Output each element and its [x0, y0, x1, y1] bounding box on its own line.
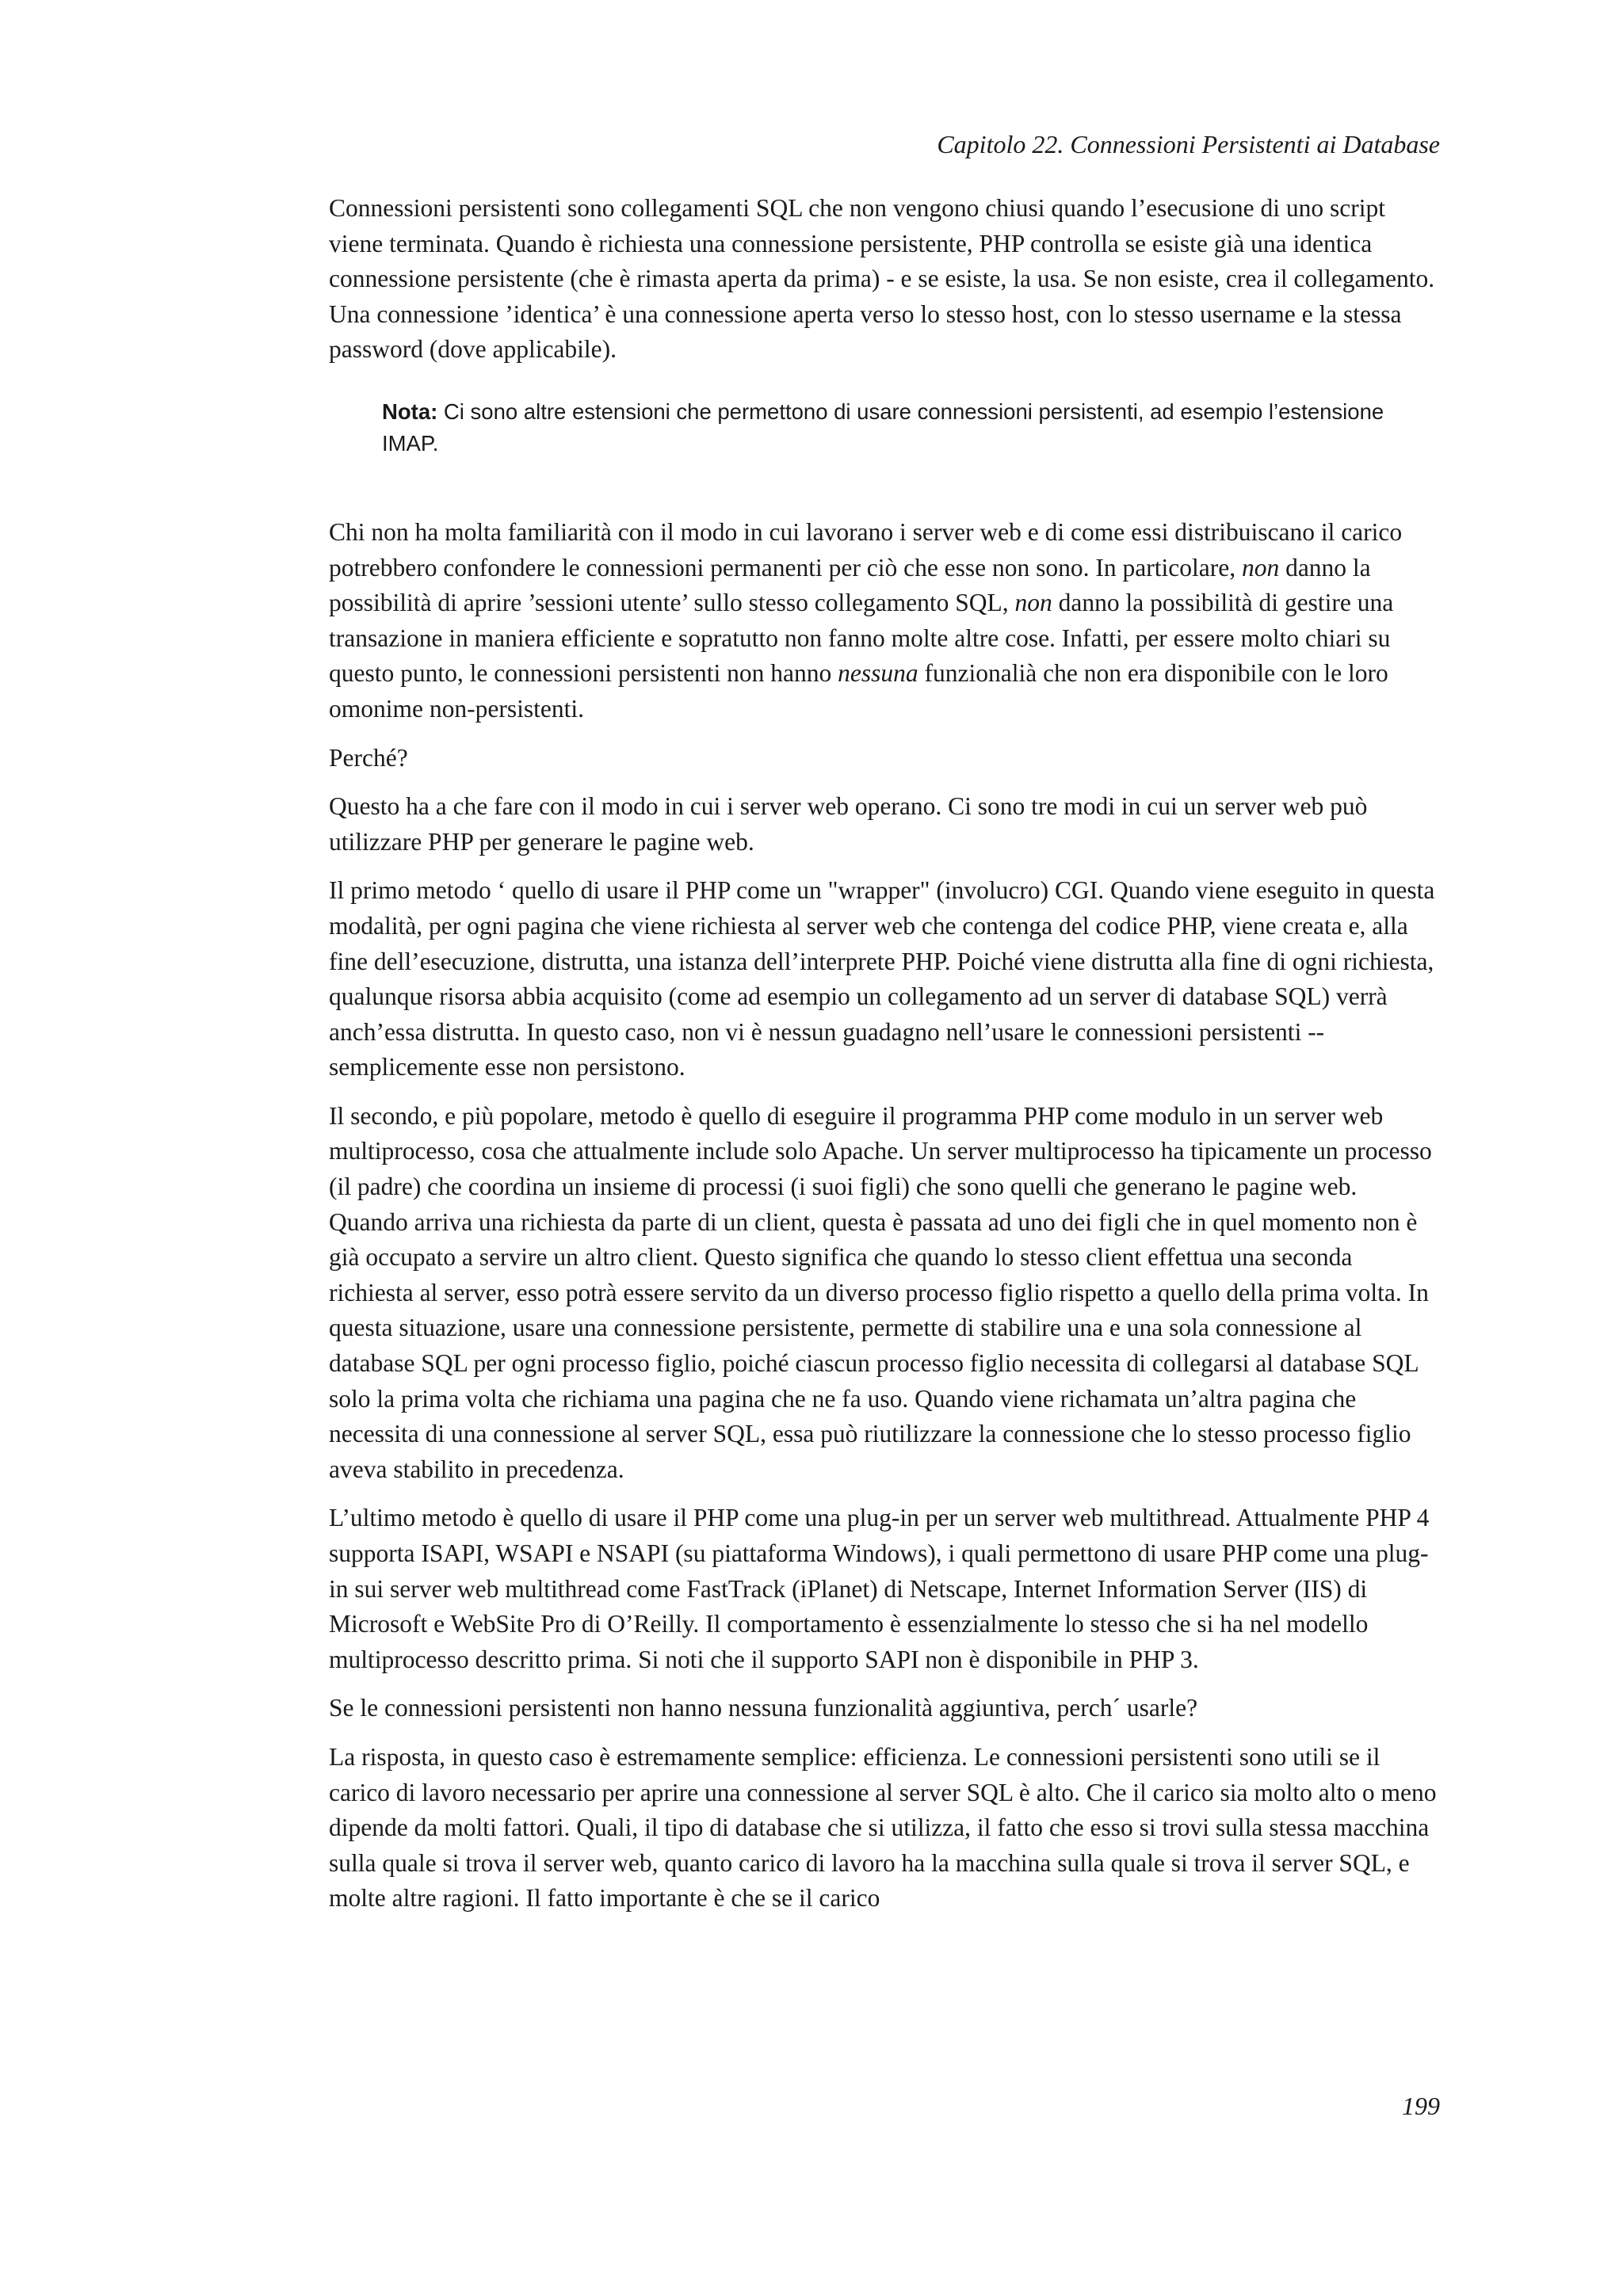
text-span: Chi non ha molta familiarità con il modo in cui lavorano i server web e di come essi distribuiscano il carico potrebbero confondere le connessioni permanenti per ciò che esse non sono. In particolare, — [329, 517, 1403, 582]
paragraph-question: Se le connessioni persistenti non hanno nessuna funzionalità aggiuntiva, perch´ usarle? — [329, 1694, 1198, 1722]
page-number: 199 — [1402, 2092, 1440, 2120]
running-header: Capitolo 22. Connessioni Persistenti ai Database — [937, 130, 1440, 158]
paragraph-cgi-mode: Il primo metodo ‘ quello di usare il PHP come un "wrapper" (involucro) CGI. Quando viene eseguito in questa modalità, per ogni pagina che viene richiesta al server web che contenga del codice PHP, viene creata e, alla fine dell’esecuzione, distrutta, una istanza dell’interprete PHP. Poiché viene distrutta alla fine di ogni richiesta, qualunque risorsa abbia acquisito (come ad esempio un collegamento ad un server di database SQL) verrà anch’essa distrutta. In questo caso, non vi è nessun guadagno nell’usare le connessioni persistenti -- semplicemente esse non persistono. — [329, 876, 1435, 1081]
note-box — [382, 396, 1440, 515]
note-text: Ci sono altre estensioni che permettono di usare connessioni persistenti, ad esempio l’estensione IMAP. — [382, 399, 1384, 456]
text-span: danno la possibilità di aprire ’sessioni utente’ sullo stesso collegamento SQL, — [329, 553, 1371, 617]
emphasis: non — [1241, 553, 1280, 582]
paragraph-why: Perché? — [329, 743, 408, 772]
note-label: Nota: — [382, 399, 438, 424]
text-span: danno la possibilità di gestire una transazione in maniera efficiente e sopratutto non fanno molte altre cose. Infatti, per essere molto chiari su questo punto, le connessioni persistenti non hanno — [329, 589, 1394, 688]
paragraph-multithread-mode: L’ultimo metodo è quello di usare il PHP come una plug-in per un server web multithread. Attualmente PHP 4 supporta ISAPI, WSAPI e NSAPI (su piattaforma Windows), i quali permettono di usare PHP come una plug-in sui server web multithread come FastTrack (iPlanet) di Netscape, Internet Information Server (IIS) di Microsoft e WebSite Pro di O’Reilly. Il comportamento è essenzialmente lo stesso che si ha nel modello multiprocesso descritto prima. Si noti che il supporto SAPI non è disponibile in PHP 3. — [329, 1504, 1430, 1673]
paragraph-three-modes: Questo ha a che fare con il modo in cui i server web operano. Ci sono tre modi in cui un server web può utilizzare PHP per generare le pagine web. — [329, 792, 1368, 856]
emphasis: non — [1014, 589, 1052, 617]
page-body — [329, 191, 1440, 1930]
text-span: funzionalià che non era disponibile con le loro omonime non-persistenti. — [329, 659, 1388, 723]
paragraph-intro: Connessioni persistenti sono collegamenti SQL che non vengono chiusi quando l’esecusione di uno script viene terminata. Quando è richiesta una connessione persistente, PHP controlla se esiste già una identica connessione persistente (che è rimasta aperta da prima) - e se esiste, la usa. Se non esiste, crea il collegamento. Una connessione ’identica’ è una connessione aperta verso lo stesso host, con lo stesso username e la stessa password (dove applicabile). — [329, 194, 1435, 364]
paragraph-efficiency: La risposta, in questo caso è estremamente semplice: efficienza. Le connessioni persistenti sono utili se il carico di lavoro necessario per aprire una connessione al server SQL è alto. Che il carico sia molto alto o meno dipende da molti fattori. Quali, il tipo di database che si utilizza, il fatto che esso si trovi sulla stessa macchina sulla quale si trova il server web, quanto carico di lavoro ha la macchina sulla quale si trova il server SQL, e molte altre ragioni. Il fatto importante è che se il carico — [329, 1742, 1437, 1913]
paragraph-misconceptions — [329, 515, 1440, 727]
emphasis: nessuna — [838, 659, 918, 688]
paragraph-multiprocess-mode: Il secondo, e più popolare, metodo è quello di eseguire il programma PHP come modulo in un server web multiprocesso, cosa che attualmente include solo Apache. Un server multiprocesso ha tipicamente un processo (il padre) che coordina un insieme di processi (i suoi figli) che sono quelli che generano le pagine web. Quando arriva una richiesta da parte di un client, questa è passata ad uno dei figli che in quel momento non è già occupato a servire un altro client. Questo significa che quando lo stesso client effettua una seconda richiesta al server, esso potrà essere servito da un diverso processo figlio rispetto a quello della prima volta. In questa situazione, usare una connessione persistente, permette di stabilire una e una sola connessione al database SQL per ogni processo figlio, poiché ciascun processo figlio necessita di collegarsi al database SQL solo la prima volta che richiama una pagina che ne fa uso. Quando viene richamata un’altra pagina che necessita di una connessione al server SQL, essa può riutilizzare la connessione che lo stesso processo figlio aveva stabilito in precedenza. — [329, 1101, 1432, 1483]
